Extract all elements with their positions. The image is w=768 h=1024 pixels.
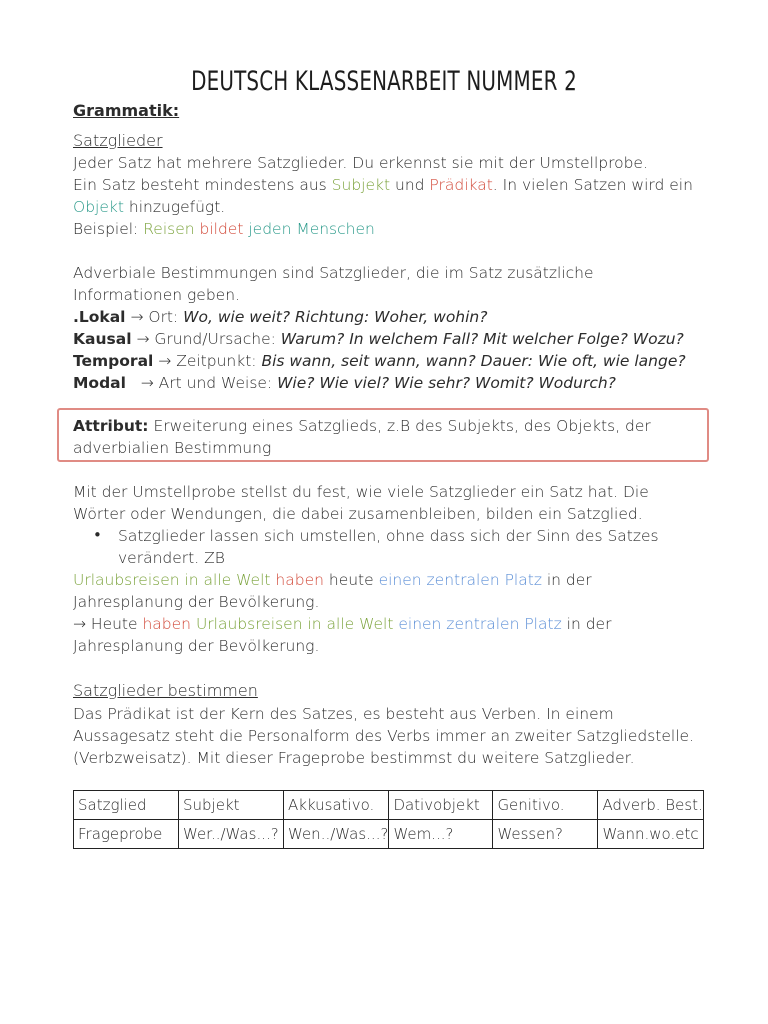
text: hinzugefügt. (123, 198, 226, 216)
adverbial-questions: Warum? In welchem Fall? Mit welcher Folge? Wozu? (280, 330, 684, 348)
text: Beispiel: (73, 220, 144, 238)
bestimmen-line-3: (Verbzweisatz). Mit dieser Frageprobe bestimmst du weitere Satzglieder. (73, 749, 635, 767)
adverbial-label: Zeitpunkt: (171, 352, 262, 370)
intro-line-1: Jeder Satz hat mehrere Satzglieder. Du erkennst sie mit der Umstellprobe. (73, 154, 648, 172)
table-cell: Wann.wo.etc (598, 820, 703, 849)
table-row (74, 791, 704, 820)
bullet-line-2: verändert. ZB (118, 549, 225, 567)
adverbial-name: .Lokal (73, 308, 126, 326)
adverbial-questions: Wie? Wie viel? Wie sehr? Womit? Wodurch? (277, 374, 616, 392)
text: . In vielen Satzen wird ein (492, 176, 693, 194)
adverbial-name: Temporal (73, 352, 154, 370)
text: Ein Satz besteht mindestens aus (73, 176, 332, 194)
table-cell: Subjekt (179, 791, 284, 820)
text: in der (541, 571, 592, 589)
subjekt-term: Subjekt (331, 176, 391, 194)
table-cell: Frageprobe (74, 820, 179, 849)
beispiel-line (73, 218, 375, 240)
umstell-line-1: Mit der Umstellprobe stellst du fest, wie viele Satzglieder ein Satz hat. Die (73, 483, 649, 501)
objekt-term: Objekt (73, 198, 124, 216)
intro-line-3 (73, 196, 225, 218)
table-cell: Wer../Was...? (179, 820, 284, 849)
adverbial-questions: Wo, wie weit? Richtung: Woher, wohin? (183, 308, 488, 326)
adverbial-row-temporal (73, 350, 686, 372)
bullet-line-1: Satzglieder lassen sich umstellen, ohne dass sich der Sinn des Satzes (118, 527, 659, 545)
adverbial-label: Grund/Ursache: (149, 330, 281, 348)
example-phrase-objekt: einen zentralen Platz (393, 615, 562, 633)
grammatik-heading: Grammatik: (73, 101, 180, 120)
praedikat-term: Prädikat (429, 176, 493, 194)
table-cell: Genitivo. (493, 791, 598, 820)
arrow-icon: → (136, 330, 150, 348)
bullet-icon: • (93, 526, 102, 544)
adverbial-name: Modal (73, 374, 126, 392)
example-phrase-objekt: einen zentralen Platz (378, 571, 542, 589)
adverbial-name: Kausal (73, 330, 132, 348)
adverbial-label: Art und Weise: (153, 374, 278, 392)
adverbial-row-lokal (73, 306, 487, 328)
attribut-label: Attribut: (73, 417, 149, 435)
intro-line-2 (73, 174, 693, 196)
example-phrase-praedikat: haben (142, 615, 192, 633)
arrow-icon: → (158, 352, 172, 370)
text: in der (561, 615, 612, 633)
example-subjekt: Reisen (143, 220, 195, 238)
umstell-line-2: Wörter oder Wendungen, die dabei zusamenbleiben, bilden ein Satzglied. (73, 505, 643, 523)
attribut-line-2: adverbialien Bestimmung (73, 439, 272, 457)
adverbiale-intro-1: Adverbiale Bestimmungen sind Satzglieder, die im Satz zusätzliche (73, 264, 594, 282)
adverbial-label: Ort: (143, 308, 184, 326)
example-2-line-1 (73, 613, 611, 635)
arrow-icon: → (140, 374, 154, 392)
example-1-line-1 (73, 569, 592, 591)
example-1-line-2: Jahresplanung der Bevölkerung. (73, 593, 320, 611)
page-title: DEUTSCH KLASSENARBEIT NUMMER 2 (191, 66, 577, 97)
table-cell: Wen../Was...? (284, 820, 389, 849)
attribut-text: Erweiterung eines Satzglieds, z.B des Subjekts, des Objekts, der (148, 417, 651, 435)
adverbial-row-modal (73, 372, 616, 394)
adverbial-row-kausal (73, 328, 684, 350)
bestimmen-heading: Satzglieder bestimmen (73, 681, 258, 700)
text: → Heute (73, 615, 143, 633)
example-phrase-subjekt: Urlaubsreisen in alle Welt (191, 615, 394, 633)
example-phrase-praedikat: haben (275, 571, 324, 589)
bestimmen-line-1: Das Prädikat ist der Kern des Satzes, es besteht aus Verben. In einem (73, 705, 614, 723)
table-cell: Wem...? (389, 820, 493, 849)
text: heute (323, 571, 379, 589)
frageprobe-table (73, 790, 704, 849)
adverbial-questions: Bis wann, seit wann, wann? Dauer: Wie oft, wie lange? (261, 352, 686, 370)
table-cell: Dativobjekt (389, 791, 493, 820)
attribut-line-1 (73, 415, 651, 437)
example-praedikat: bildet (199, 220, 244, 238)
arrow-icon: → (130, 308, 144, 326)
table-row (74, 820, 704, 849)
example-objekt: jeden Menschen (248, 220, 375, 238)
bestimmen-line-2: Aussagesatz steht die Personalform des Verbs immer an zweiter Satzgliedstelle. (73, 727, 694, 745)
example-2-line-2: Jahresplanung der Bevölkerung. (73, 637, 320, 655)
table-cell: Adverb. Best. (598, 791, 703, 820)
satzglieder-heading: Satzglieder (73, 131, 163, 150)
table-cell: Satzglied (74, 791, 179, 820)
adverbiale-intro-2: Informationen geben. (73, 286, 240, 304)
table-cell: Akkusativo. (284, 791, 389, 820)
example-phrase-subjekt: Urlaubsreisen in alle Welt (73, 571, 271, 589)
text: und (390, 176, 430, 194)
table-cell: Wessen? (493, 820, 598, 849)
